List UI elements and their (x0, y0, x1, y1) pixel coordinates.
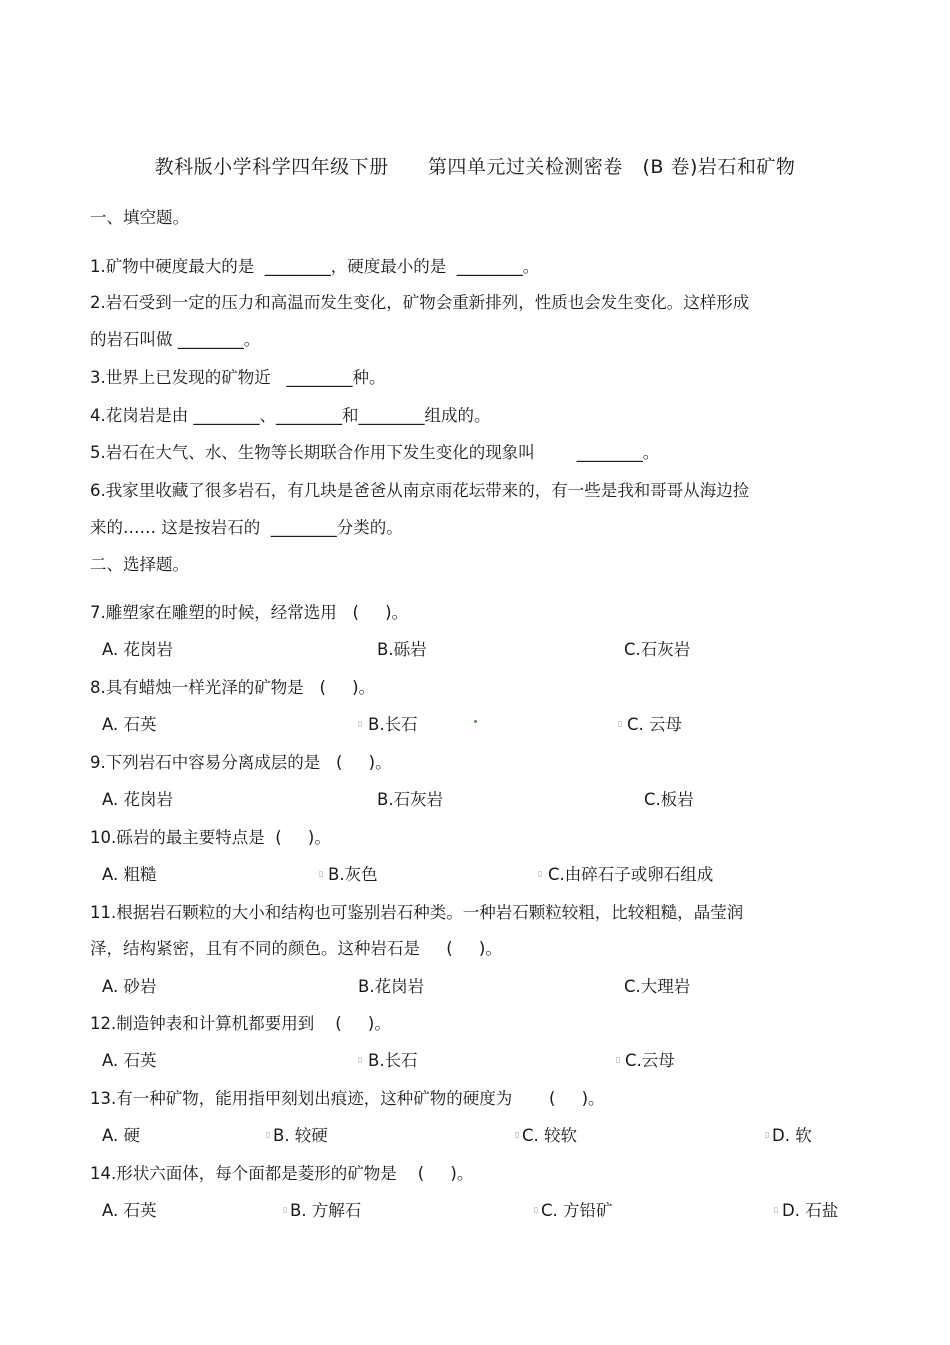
q11-option-b: B.花岗岩 (358, 977, 425, 996)
q10-option-c: C.由碎石子或卵石组成 (548, 865, 714, 884)
section-heading-fill: 一、填空题。 (90, 208, 189, 227)
q11-option-c: C.大理岩 (624, 977, 691, 996)
fill-question-5: 5.岩石在大气、水、生物等长期联合作用下发生变化的现象叫 ________。 (90, 443, 660, 462)
q13-option-d: D. 软 (772, 1126, 812, 1145)
scan-mark: ▯ (358, 1055, 363, 1064)
q14-option-b: B. 方解石 (290, 1201, 362, 1220)
q12-option-b: B.长石 (368, 1051, 418, 1070)
scan-mark: ▯ (618, 719, 623, 728)
fill-question-2-line-1: 2.岩石受到一定的压力和高温而发生变化，矿物会重新排列，性质也会发生变化。这样形成 (90, 293, 750, 312)
q8-option-a: A. 石英 (102, 715, 157, 734)
choice-question-13: 13.有一种矿物，能用指甲刻划出痕迹，这种矿物的硬度为 ( )。 (90, 1089, 605, 1108)
scan-mark: ▯ (319, 869, 324, 878)
q10-option-b: B.灰色 (328, 865, 378, 884)
fill-question-6-line-1: 6.我家里收藏了很多岩石，有几块是爸爸从南京雨花坛带来的，有一些是我和哥哥从海边捡 (90, 481, 750, 500)
q12-option-c: C.云母 (625, 1051, 675, 1070)
scan-mark: ▯ (283, 1205, 288, 1214)
q8-option-c: C. 云母 (627, 715, 683, 734)
scan-dot (474, 720, 477, 723)
q7-option-c: C.石灰岩 (624, 640, 691, 659)
scan-mark: ▯ (266, 1130, 271, 1139)
q11-option-a: A. 砂岩 (102, 977, 157, 996)
q14-option-d: D. 石盐 (782, 1201, 839, 1220)
fill-question-2-line-2: 的岩石叫做 ________。 (90, 330, 261, 349)
q14-option-a: A. 石英 (102, 1201, 157, 1220)
q14-option-c: C. 方铅矿 (541, 1201, 613, 1220)
scan-mark: ▯ (515, 1130, 520, 1139)
scan-mark: ▯ (774, 1205, 779, 1214)
fill-question-1: 1.矿物中硬度最大的是 ________，硬度最小的是 ________。 (90, 257, 540, 276)
q12-option-a: A. 石英 (102, 1051, 157, 1070)
choice-question-7: 7.雕塑家在雕塑的时候，经常选用 ( )。 (90, 603, 409, 622)
page-title: 教科版小学科学四年级下册 第四单元过关检测密卷 (B 卷)岩石和矿物 (154, 156, 796, 178)
choice-question-10: 10.砾岩的最主要特点是 ( )。 (90, 828, 331, 847)
q7-option-a: A. 花岗岩 (102, 640, 173, 659)
choice-question-11-line-1: 11.根据岩石颗粒的大小和结构也可鉴别岩石种类。一种岩石颗粒较粗，比较粗糙，晶莹润 (90, 903, 744, 922)
scan-mark: ▯ (534, 1205, 539, 1214)
scan-mark: ▯ (765, 1130, 770, 1139)
choice-question-9: 9.下列岩石中容易分离成层的是 ( )。 (90, 753, 392, 772)
scan-mark: ▯ (538, 869, 543, 878)
q13-option-b: B. 较硬 (273, 1126, 328, 1145)
q8-option-b: B.长石 (368, 715, 418, 734)
fill-question-4: 4.花岗岩是由 ________、________和________组成的。 (90, 406, 491, 425)
choice-question-8: 8.具有蜡烛一样光泽的矿物是 ( )。 (90, 678, 376, 697)
choice-question-14: 14.形状六面体，每个面都是菱形的矿物是 ( )。 (90, 1164, 474, 1183)
q9-option-c: C.板岩 (644, 790, 694, 809)
q13-option-c: C. 较软 (522, 1126, 578, 1145)
q9-option-b: B.石灰岩 (377, 790, 444, 809)
scan-mark: ▯ (616, 1055, 621, 1064)
choice-question-11-line-2: 泽，结构紧密，且有不同的颜色。这种岩石是 ( )。 (90, 939, 502, 958)
q7-option-b: B.砾岩 (377, 640, 427, 659)
section-heading-choice: 二、选择题。 (90, 555, 189, 574)
q10-option-a: A. 粗糙 (102, 865, 157, 884)
scan-mark: ▯ (358, 719, 363, 728)
choice-question-12: 12.制造钟表和计算机都要用到 ( )。 (90, 1014, 391, 1033)
q9-option-a: A. 花岗岩 (102, 790, 173, 809)
fill-question-3: 3.世界上已发现的矿物近 ________种。 (90, 368, 386, 387)
fill-question-6-line-2: 来的…… 这是按岩石的 ________分类的。 (90, 518, 403, 537)
q13-option-a: A. 硬 (102, 1126, 140, 1145)
